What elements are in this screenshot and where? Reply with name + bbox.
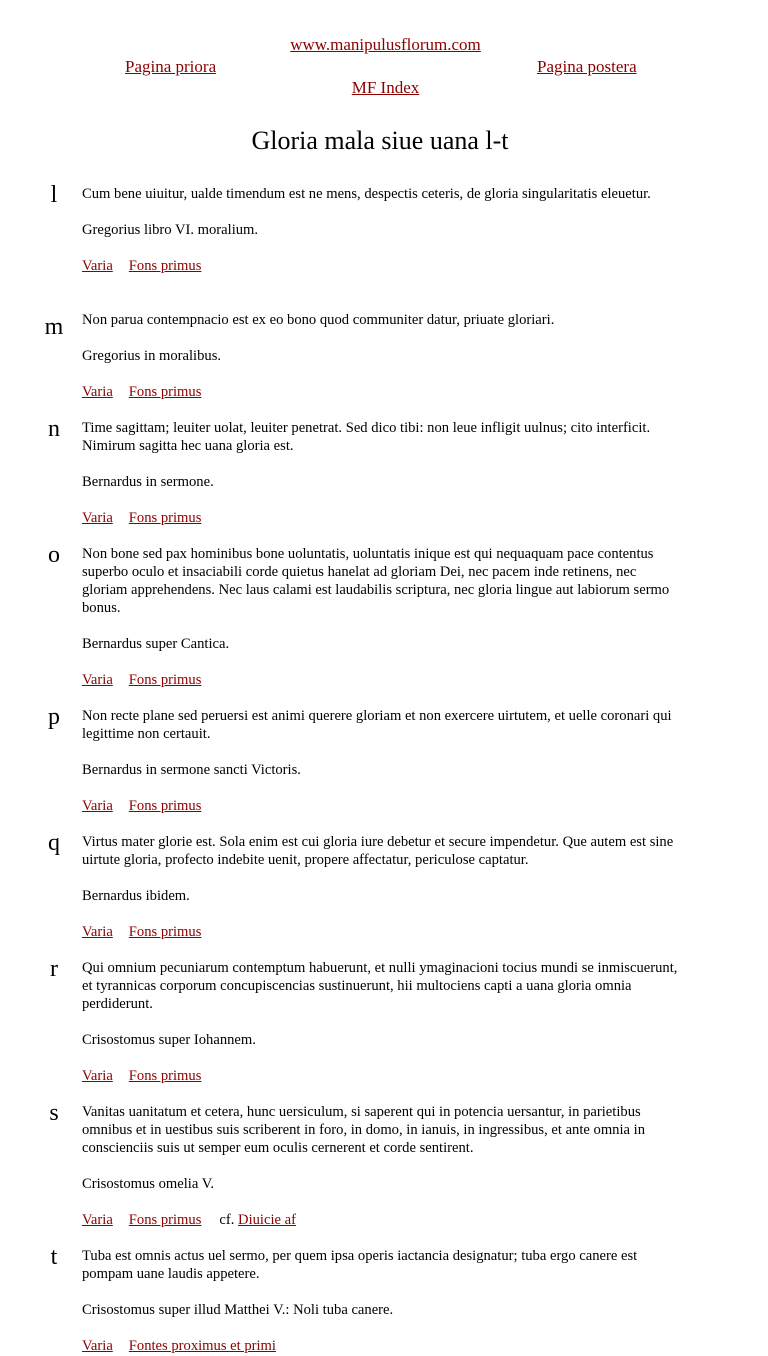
fons-link[interactable]: Fons primus <box>128 384 202 400</box>
entry-letter: q <box>48 830 60 856</box>
varia-link[interactable]: Varia <box>82 258 113 274</box>
entry-source: Crisostomus super illud Matthei V.: Noli tuba canere. <box>82 1302 394 1318</box>
fons-link[interactable]: Fons primus <box>128 510 202 526</box>
next-page-link[interactable]: Pagina postera <box>537 57 637 76</box>
varia-link[interactable]: Varia <box>82 924 113 940</box>
fons-link[interactable]: Fons primus <box>128 258 202 274</box>
entry-quote: Cum bene uiuitur, ualde timendum est ne mens, despectis ceteris, de gloria singularitatis eleuetur. <box>82 186 651 202</box>
entry-letter: p <box>48 704 60 730</box>
varia-link[interactable]: Varia <box>82 798 113 814</box>
entry-quote: Virtus mater glorie est. Sola enim est cui gloria iure debetur et secure impendetur. Que autem est sine uirtute gloria, profecto indebite uenit, propere affectatur, periculose captatur. <box>82 834 674 868</box>
fontes-link[interactable]: Fontes proximus et primi <box>128 1338 276 1354</box>
fons-link[interactable]: Fons primus <box>128 1068 202 1084</box>
fons-link[interactable]: Fons primus <box>128 672 202 688</box>
cf-label: cf. <box>219 1212 235 1228</box>
mf-index-link[interactable]: MF Index <box>351 78 420 97</box>
entry-source: Bernardus ibidem. <box>82 888 190 904</box>
entry-source: Bernardus in sermone. <box>82 474 214 490</box>
entry-quote: Tuba est omnis actus uel sermo, per quem ipsa operis iactancia designatur; tuba ergo canere est pompam uane laudis appetere. <box>82 1248 638 1282</box>
entry-letter: r <box>50 956 58 982</box>
entry-source: Bernardus super Cantica. <box>82 636 230 652</box>
entry-source: Crisostomus super Iohannem. <box>82 1032 256 1048</box>
entry-source: Gregorius in moralibus. <box>82 348 222 364</box>
entry-letter: t <box>50 1244 58 1270</box>
previous-page-link[interactable]: Pagina priora <box>125 57 217 76</box>
entry-letter: s <box>49 1100 59 1126</box>
varia-link[interactable]: Varia <box>82 510 113 526</box>
site-home-link[interactable]: www.manipulusflorum.com <box>290 35 481 54</box>
entry-letter: m <box>44 314 64 340</box>
entry-quote: Non parua contempnacio est ex eo bono quod communiter datur, priuate gloriari. <box>82 312 555 328</box>
entry-quote: Non recte plane sed peruersi est animi querere gloriam et non exercere uirtutem, et uelle coronari qui legittime non certauit. <box>82 708 672 742</box>
page-title: Gloria mala siue uana l-t <box>251 126 509 155</box>
entry-source: Gregorius libro VI. moralium. <box>82 222 259 238</box>
entry-letter: o <box>48 542 60 568</box>
fons-link[interactable]: Fons primus <box>128 798 202 814</box>
entry-quote: Vanitas uanitatum et cetera, hunc uersiculum, si saperent qui in potencia uersantur, in parietibus omnibus et in uestibus suis scriberent in foro, in domo, in ianuis, in ingressibus, et ante omnia in conscienciis suis ut semper eum oculis cernerent et corde sentirent. <box>82 1104 646 1156</box>
varia-link[interactable]: Varia <box>82 1068 113 1084</box>
entry-quote: Non bone sed pax hominibus bone uoluntatis, uoluntatis inique est qui nequaquam pace contentus superbo oculo et insaciabili corde quietus hanelat ad gloriam Dei, nec pacem inde retinens, nec gloriam apprehendens. Nec laus calami est laudabilis scriptura, nec gloria lingue aut labiorum sermo bonus. <box>82 546 670 616</box>
entry-quote: Time sagittam; leuiter uolat, leuiter penetrat. Sed dico tibi: non leue infligit uulnus; cito interficit. Nimirum sagitta hec uana gloria est. <box>82 420 651 454</box>
varia-link[interactable]: Varia <box>82 384 113 400</box>
varia-link[interactable]: Varia <box>82 672 113 688</box>
entry-quote: Qui omnium pecuniarum contemptum habuerunt, et nulli ymaginacioni tocius mundi se inmiscuerunt, et tyrannicas corporum concupiscencias sustinuerunt, hii multociens capti a uana gloria omnia perdiderunt. <box>82 960 678 1012</box>
varia-link[interactable]: Varia <box>82 1338 113 1354</box>
cross-reference-link[interactable]: Diuicie af <box>238 1212 296 1228</box>
fons-link[interactable]: Fons primus <box>128 1212 202 1228</box>
entry-letter: l <box>50 182 58 208</box>
fons-link[interactable]: Fons primus <box>128 924 202 940</box>
varia-link[interactable]: Varia <box>82 1212 113 1228</box>
entry-source: Crisostomus omelia V. <box>82 1176 215 1192</box>
entry-letter: n <box>48 416 60 442</box>
entry-source: Bernardus in sermone sancti Victoris. <box>82 762 301 778</box>
